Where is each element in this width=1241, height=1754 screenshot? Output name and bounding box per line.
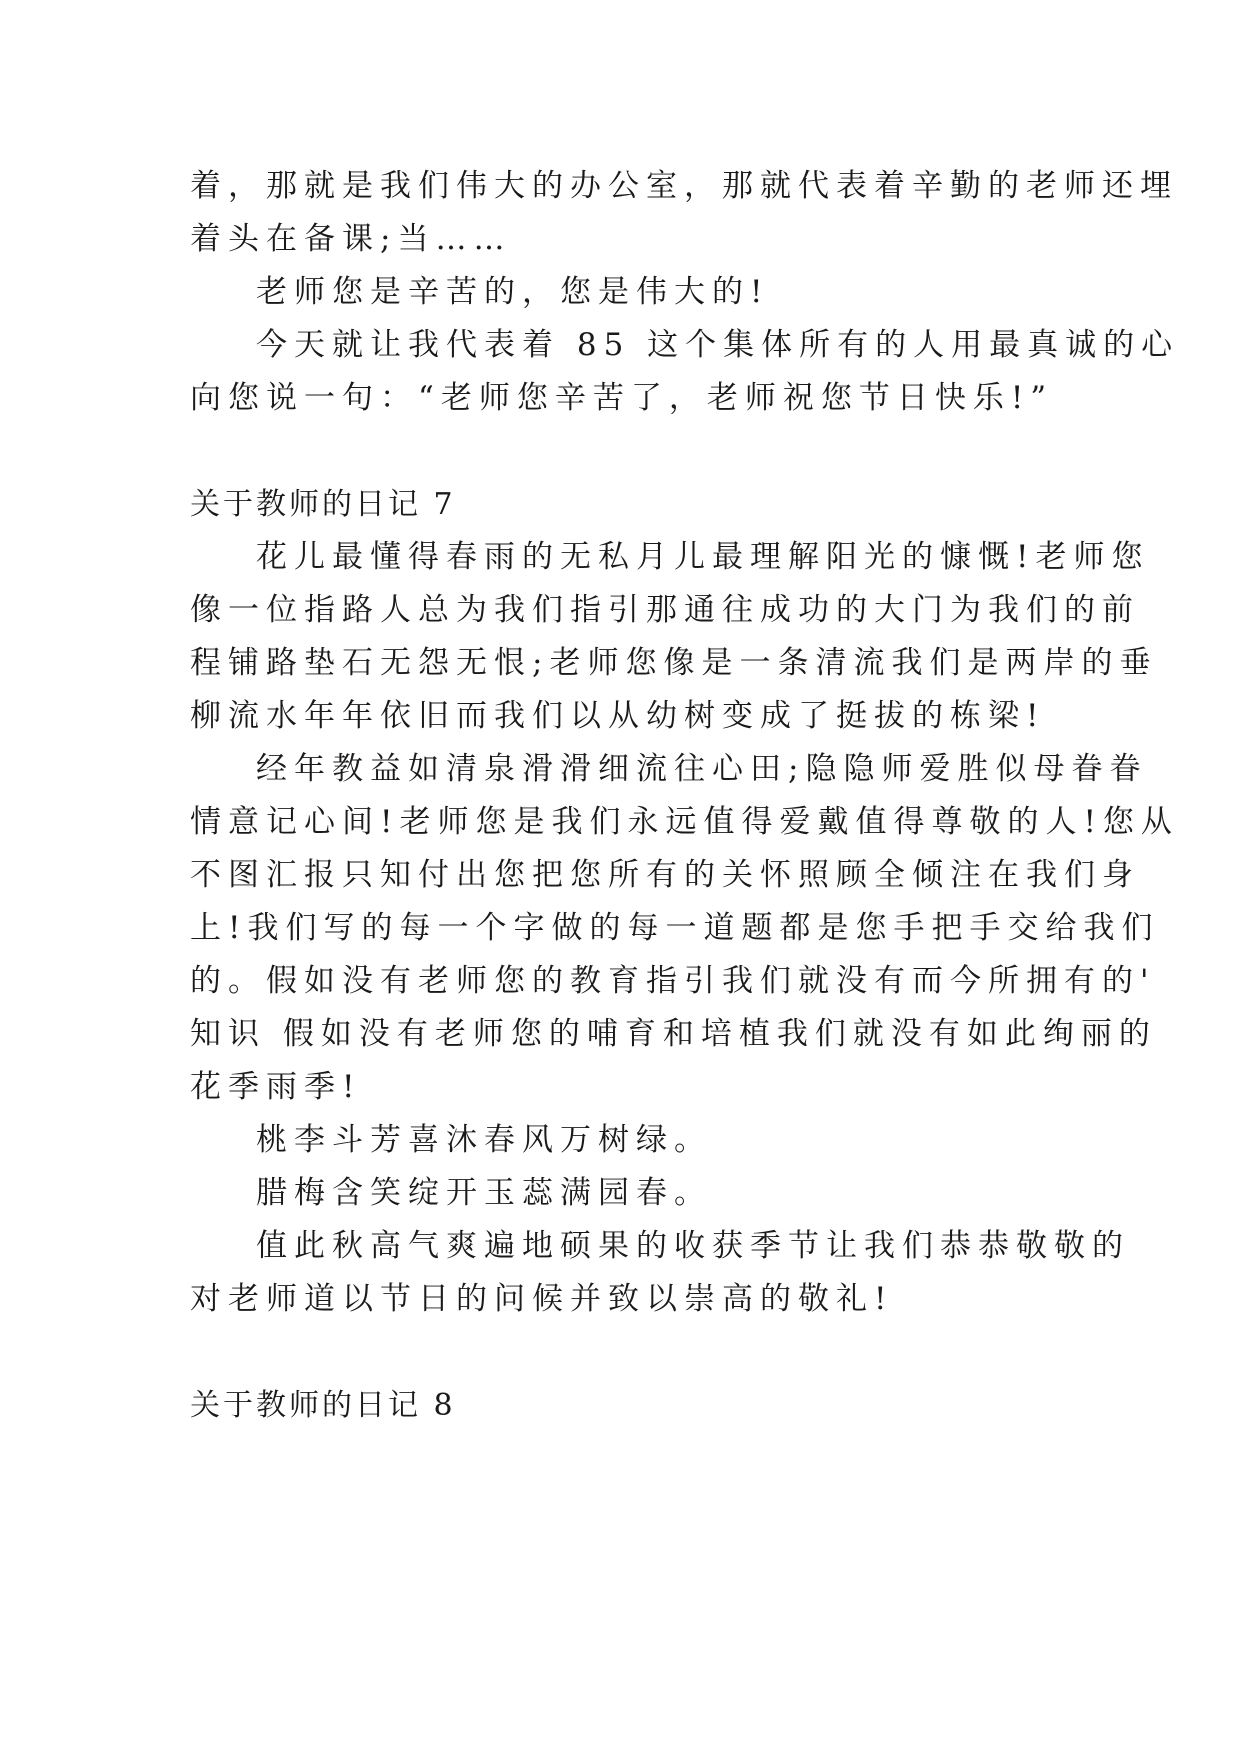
text-line: 花儿最懂得春雨的无私月儿最理解阳光的慷慨!老师您: [256, 539, 1150, 575]
text-line: 柳流水年年依旧而我们以从幼树变成了挺拔的栋梁!: [190, 698, 1046, 734]
text-line: 着头在备课;当……: [190, 221, 512, 257]
text-line: 花季雨季!: [190, 1069, 362, 1105]
text-line: 向您说一句：“老师您辛苦了，老师祝您节日快乐!”: [190, 380, 1054, 416]
paragraph: [190, 743, 1179, 1114]
text-line: 像一位指路人总为我们指引那通往成功的大门为我们的前: [190, 592, 1140, 628]
document-body: [190, 160, 1180, 1432]
paragraph: [190, 531, 1158, 743]
section-heading: 关于教师的日记 8: [190, 1388, 456, 1423]
paragraph: [190, 1114, 1050, 1167]
text-line: 着，那就是我们伟大的办公室，那就代表着辛勤的老师还埋: [190, 168, 1178, 204]
text-line: 对老师道以节日的问候并致以崇高的敬礼!: [190, 1281, 894, 1317]
text-line: 情意记心间!老师您是我们永远值得爱戴值得尊敬的人!您从: [190, 804, 1179, 840]
text-line: 知识 假如没有老师您的哺育和培植我们就没有如此绚丽的: [190, 1016, 1157, 1052]
paragraph: [190, 1167, 1050, 1220]
paragraph: [190, 1220, 1130, 1326]
section-heading: 关于教师的日记 7: [190, 487, 456, 522]
text-line: 值此秋高气爽遍地硕果的收获季节让我们恭恭敬敬的: [256, 1228, 1130, 1264]
paragraph: [190, 266, 1050, 319]
text-line: 的。假如没有老师您的教育指引我们就没有而今所拥有的': [190, 963, 1156, 999]
text-line: 程铺路垫石无怨无恨;老师您像是一条清流我们是两岸的垂: [190, 645, 1158, 681]
text-line: 今天就让我代表着 85 这个集体所有的人用最真诚的心: [256, 327, 1180, 363]
text-line: 不图汇报只知付出您把您所有的关怀照顾全倾注在我们身: [190, 857, 1140, 893]
text-line: 老师您是辛苦的，您是伟大的!: [256, 274, 770, 310]
text-line: 桃李斗芳喜沐春风万树绿。: [256, 1122, 712, 1158]
paragraph: [190, 160, 1178, 266]
text-line: 上!我们写的每一个字做的每一道题都是您手把手交给我们: [190, 910, 1160, 946]
paragraph: [190, 319, 1180, 425]
text-line: 经年教益如清泉滑滑细流往心田;隐隐师爱胜似母眷眷: [256, 751, 1148, 787]
text-line: 腊梅含笑绽开玉蕊满园春。: [256, 1175, 712, 1211]
